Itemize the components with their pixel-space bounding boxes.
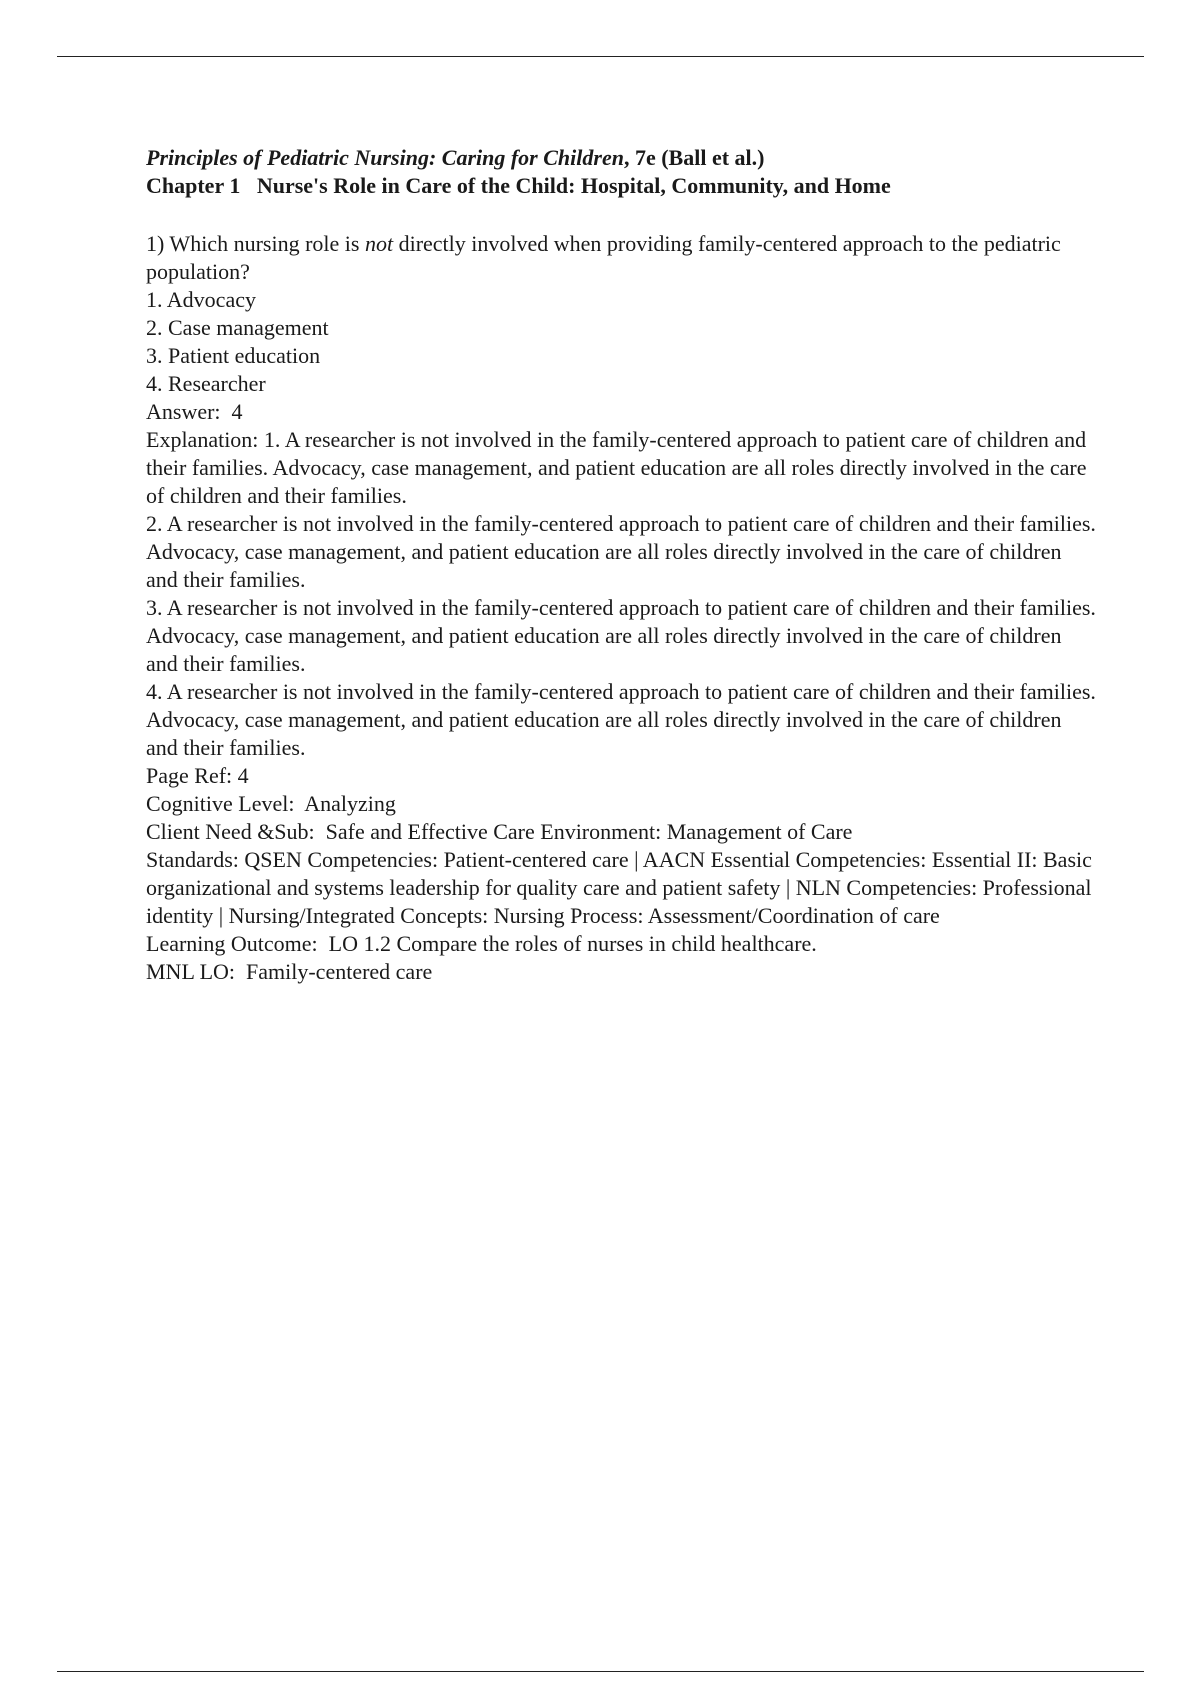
question-stem-suffix: directly involved when providing family-centered approach to the pediatric population? <box>146 231 1061 284</box>
cognitive-level: Cognitive Level: Analyzing <box>146 791 396 816</box>
explanation-1: Explanation: 1. A researcher is not involved in the family-centered approach to patient care of children and their families. Advocacy, case management, and patient education are all roles directly involved in the care of children and their families. <box>146 427 1087 508</box>
book-title-line <box>146 144 1096 172</box>
answer: Answer: 4 <box>146 399 243 424</box>
book-title: Principles of Pediatric Nursing: Caring for Children <box>146 145 624 170</box>
top-rule <box>57 56 1144 57</box>
chapter-title: Chapter 1 Nurse's Role in Care of the Child: Hospital, Community, and Home <box>146 173 891 198</box>
option-2: 2. Case management <box>146 315 329 340</box>
bottom-rule <box>57 1671 1144 1672</box>
spacer <box>146 200 1096 230</box>
standards: Standards: QSEN Competencies: Patient-centered care | AACN Essential Competencies: Essential II: Basic organizational and systems leadership for quality care and patient safety | NLN Competencies: Professional identity | Nursing/Integrated Concepts: Nursing Process: Assessment/Coordination of care <box>146 847 1092 928</box>
page-ref: Page Ref: 4 <box>146 763 249 788</box>
question-stem-emphasis: not <box>364 231 394 256</box>
option-1: 1. Advocacy <box>146 287 256 312</box>
explanation-3: 3. A researcher is not involved in the family-centered approach to patient care of children and their families. Advocacy, case management, and patient education are all roles directly involved in the care of children and their families. <box>146 595 1096 676</box>
document-body <box>146 144 1096 986</box>
explanation-4: 4. A researcher is not involved in the family-centered approach to patient care of children and their families. Advocacy, case management, and patient education are all roles directly involved in the care of children and their families. <box>146 679 1096 760</box>
question-stem <box>146 230 1096 286</box>
explanation-2: 2. A researcher is not involved in the family-centered approach to patient care of children and their families. Advocacy, case management, and patient education are all roles directly involved in the care of children and their families. <box>146 511 1096 592</box>
mnl-lo: MNL LO: Family-centered care <box>146 959 433 984</box>
option-3: 3. Patient education <box>146 343 321 368</box>
option-4: 4. Researcher <box>146 371 266 396</box>
learning-outcome: Learning Outcome: LO 1.2 Compare the roles of nurses in child healthcare. <box>146 931 817 956</box>
question-stem-prefix: 1) Which nursing role is <box>146 231 365 256</box>
client-need: Client Need &Sub: Safe and Effective Care Environment: Management of Care <box>146 819 853 844</box>
book-edition: , 7e (Ball et al.) <box>623 145 765 170</box>
